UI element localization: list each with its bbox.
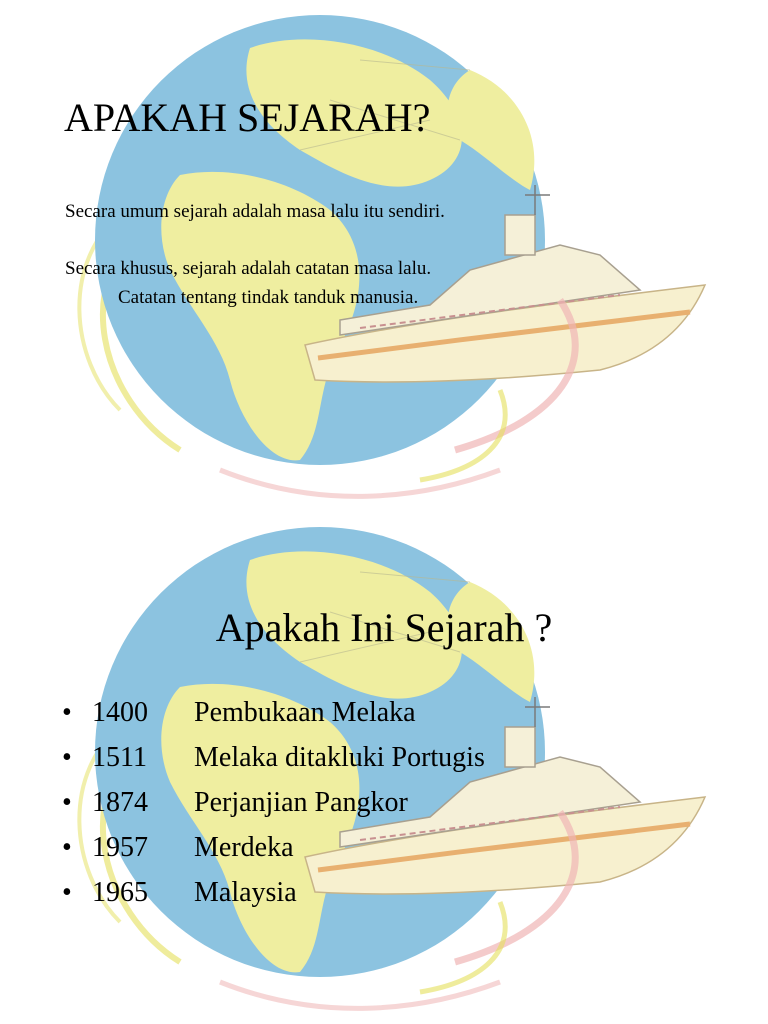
timeline-event: Perjanjian Pangkor xyxy=(194,787,408,818)
bullet-marker: • xyxy=(62,877,72,908)
timeline-event: Merdeka xyxy=(194,832,294,863)
timeline-year: 1400 xyxy=(92,697,148,728)
slide1-title: APAKAH SEJARAH? xyxy=(64,95,431,140)
ship-funnel xyxy=(505,215,535,255)
timeline-year: 1511 xyxy=(92,742,147,773)
timeline-event: Pembukaan Melaka xyxy=(194,697,416,728)
bullet-marker: • xyxy=(62,742,72,773)
swoosh-red-bottom xyxy=(220,982,500,1008)
bullet-marker: • xyxy=(62,832,72,863)
slide2-title: Apakah Ini Sejarah ? xyxy=(215,605,553,650)
timeline-event: Malaysia xyxy=(194,877,297,908)
timeline-event: Melaka ditakluki Portugis xyxy=(194,742,485,773)
definition-general: Secara umum sejarah adalah masa lalu itu sendiri. xyxy=(65,201,445,222)
ship-funnel xyxy=(505,727,535,767)
swoosh-red-bottom xyxy=(220,470,500,496)
bullet-marker: • xyxy=(62,787,72,818)
timeline-year: 1874 xyxy=(92,787,148,818)
definition-specific: Secara khusus, sejarah adalah catatan masa lalu. xyxy=(65,258,432,279)
timeline-year: 1957 xyxy=(92,832,148,863)
timeline-year: 1965 xyxy=(92,877,148,908)
globe-illustration xyxy=(79,15,545,465)
definition-note: Catatan tentang tindak tanduk manusia. xyxy=(118,287,419,308)
bullet-marker: • xyxy=(62,697,72,728)
